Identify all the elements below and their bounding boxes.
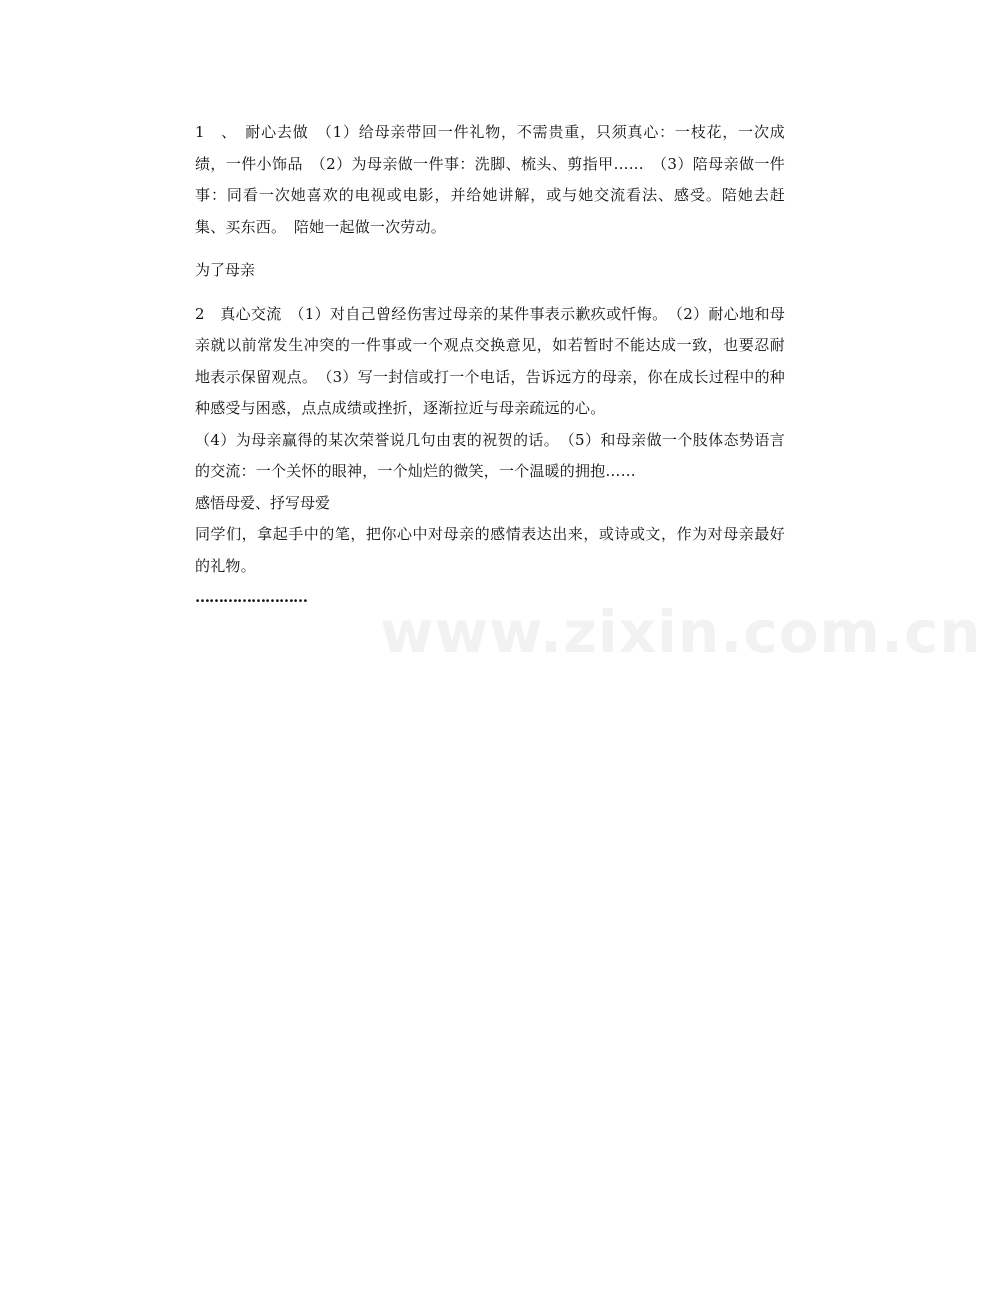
paragraph-writing-invitation: 同学们，拿起手中的笔，把你心中对母亲的感情表达出来，或诗或文，作为对母亲最好的礼物。 <box>195 525 785 575</box>
paragraph-patient-actions: 1 、 耐心去做 （1）给母亲带回一件礼物，不需贵重，只须真心：一枝花，一次成绩，一件小饰品 （2）为母亲做一件事：洗脚、梳头、剪指甲…… （3）陪母亲做一件事：同看一次她喜欢的电视或电影，并给她讲解，或与她交流看法、感受。陪她去赶集、买东西。 陪她一起做一次劳动。 <box>195 123 785 236</box>
paragraph-sincere-communication: 2 真心交流 （1）对自己曾经伤害过母亲的某件事表示歉疚或忏悔。 （2）耐心地和母亲就以前常发生冲突的一件事或一个观点交换意见，如若暂时不能达成一致，也要忍耐地表示保留观点。 （3）写一封信或打一个电话，告诉远方的母亲，你在成长过程中的种种感受与困惑，点点成绩或挫折，逐渐拉近与母亲疏远的心。 <box>195 304 785 417</box>
ellipsis-line: …………………… <box>195 588 307 606</box>
section-heading-for-mother: 为了母亲 <box>195 261 256 279</box>
document-body <box>195 117 785 612</box>
watermark-text: www.zixin.com.cn <box>380 598 982 666</box>
paragraph-congratulations-body-language: （4）为母亲赢得的某次荣誉说几句由衷的祝贺的话。 （5）和母亲做一个肢体态势语言的交流：一个关怀的眼神，一个灿烂的微笑，一个温暖的拥抱…… <box>195 430 785 480</box>
section-heading-mother-love: 感悟母爱、抒写母爱 <box>195 493 331 512</box>
